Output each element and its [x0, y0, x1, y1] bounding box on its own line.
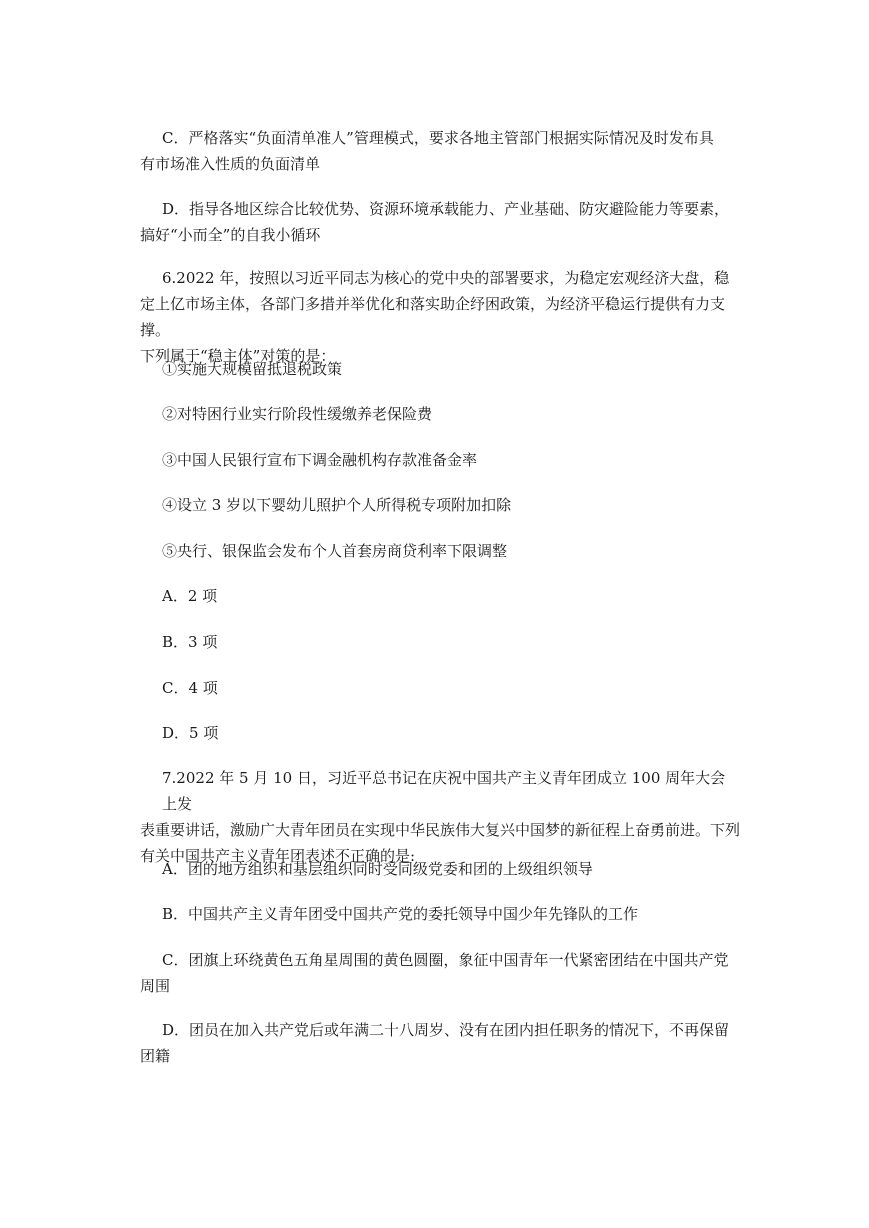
- q7-stem-line1: 7.2022 年 5 月 10 日，习近平总书记在庆祝中国共产主义青年团成立 100 周年大会上发: [162, 769, 726, 813]
- q7-option-a: A．团的地方组织和基层组织同时受同级党委和团的上级组织领导: [162, 860, 593, 878]
- q6-option-b: B．3 项: [162, 633, 218, 651]
- q6-item-2: ②对特困行业实行阶段性缓缴养老保险费: [162, 405, 433, 423]
- q6-option-a: A．2 项: [162, 587, 218, 605]
- q6-stem-line2: 定上亿市场主体，各部门多措并举优化和落实助企纾困政策，为经济平稳运行提供有力支撑。: [140, 295, 726, 339]
- q6-option-c: C．4 项: [162, 679, 218, 697]
- q7-stem-line2: 表重要讲话，激励广大青年团员在实现中华民族伟大复兴中国梦的新征程上奋勇前进。下列: [140, 821, 741, 839]
- q5-option-c: [140, 125, 740, 177]
- q7-stem: [140, 765, 740, 869]
- q7-option-d-line1: D．团员在加入共产党后或年满二十八周岁、没有在团内担任职务的情况下，不再保留: [162, 1021, 730, 1039]
- q5-option-d-line2: 搞好“小而全”的自我小循环: [140, 226, 321, 244]
- q7-option-b: B．中国共产主义青年团受中国共产党的委托领导中国少年先锋队的工作: [162, 905, 639, 923]
- q7-option-c-line1: C．团旗上环绕黄色五角星周围的黄色圆圈，象征中国青年一代紧密团结在中国共产党: [162, 951, 729, 969]
- q7-option-c: [140, 947, 740, 999]
- q6-item-5: ⑤央行、银保监会发布个人首套房商贷利率下限调整: [162, 542, 508, 560]
- q7-option-d: [140, 1017, 740, 1069]
- q6-item-3: ③中国人民银行宣布下调金融机构存款准备金率: [162, 451, 478, 469]
- q6-item-1: ①实施大规模留抵退税政策: [162, 360, 343, 378]
- q5-option-d: [140, 196, 740, 248]
- q7-stem-line3: 有关中国共产主义青年团表述不正确的是:: [140, 847, 416, 865]
- q6-item-4: ④设立 3 岁以下婴幼儿照护个人所得税专项附加扣除: [162, 496, 512, 514]
- q7-option-d-line2: 团籍: [140, 1047, 171, 1065]
- q5-option-c-line2: 有市场准入性质的负面清单: [140, 155, 321, 173]
- q6-stem: [140, 265, 740, 369]
- q6-stem-line1: 6.2022 年，按照以习近平同志为核心的党中央的部署要求，为稳定宏观经济大盘，稳: [162, 269, 730, 287]
- q6-option-d: D．5 项: [162, 724, 219, 742]
- q5-option-d-line1: D．指导各地区综合比较优势、资源环境承载能力、产业基础、防灾避险能力等要素，: [162, 200, 730, 218]
- q5-option-c-line1: C．严格落实“负面清单准人”管理模式，要求各地主管部门根据实际情况及时发布具: [162, 129, 714, 147]
- q6-stem-line3: 下列属于“稳主体”对策的是：: [140, 347, 336, 365]
- q7-option-c-line2: 周围: [140, 977, 171, 995]
